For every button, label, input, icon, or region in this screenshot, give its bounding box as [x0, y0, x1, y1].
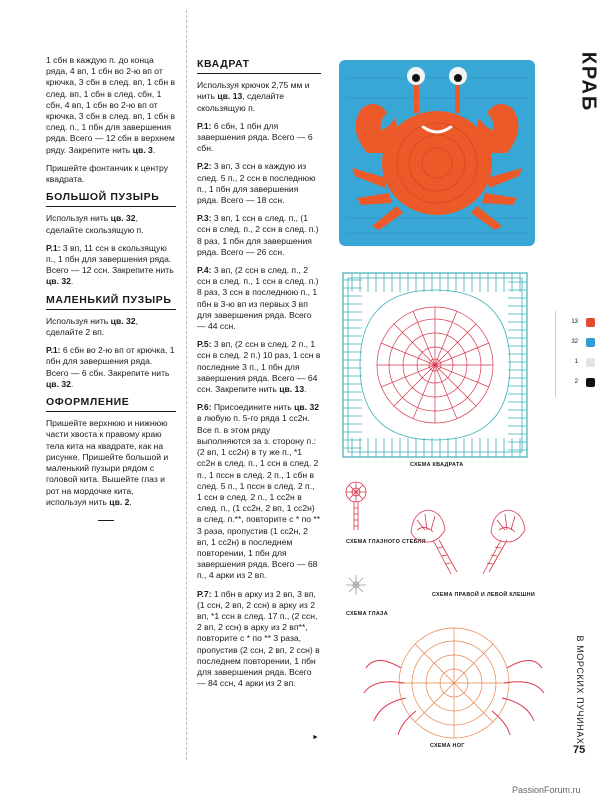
row-6: Р.6: Присоедините нить цв. 32 в любую п. 5-го ряда 1 сс2н. Все п. в этом ряду выполняются за з. сторону п.: (2 вп, 1 сс2н) в ту же п., *1 сс2н в след. п., 1 ссн в след. 2 п., 1 псcн в след. 2 п., 1 сбн в след. 5 п., 1 пcсн в след. 2 п., 1 ссн в след. 2 п., 1 сс2н в след. п., (1 сс2н, 2 вп, 1 сс2н) в след. п.**, повторите с * по ** 3 раза, пропустив (1 сс2н, 2 вп, 1 сс2н) в последнем повторении, 1 пбн для завершения ряда. Всего — 68 п., 4 арки из 2 вп. [197, 402, 321, 581]
swatch-black [586, 378, 595, 387]
section-title: КРАБ [577, 51, 600, 113]
page-number: 75 [573, 744, 586, 756]
continue-arrow: ► [312, 734, 319, 741]
eye-chart [344, 573, 368, 597]
square-chart [340, 270, 530, 460]
square-title: КВАДРАТ [197, 59, 321, 74]
eye-caption: СХЕМА ГЛАЗА [346, 611, 388, 617]
big-bubble-row1: Р.1: 3 вп, 11 ссн в скользящую п., 1 пбн для завершения ряда. Всего — 12 ссн. Закрепите нить цв. 32. [46, 242, 174, 287]
swatch-red [586, 318, 595, 327]
small-bubble-row1: Р.1: 6 сбн во 2-ю вп от крючка, 1 пбн для завершения ряда. Всего — 6 сбн. Закрепите нить цв. 32. [46, 345, 175, 389]
row-5: Р.5: 3 вп, (2 ссн в след. 2 п., 1 ссн в след. 2 п.) 10 раз, 1 ссн в последние 3 п., 1 пбн для завершения ряда. Всего — 64 ссн. Закрепите нить цв. 13. [197, 339, 321, 395]
row-4: Р.4: 3 вп, (2 ссн в след. п., 2 ссн в след. п., 1 ссн в след. п.) 8 раз, 3 ссн в последнюю п., 1 пбн в 3-ю вп из первых 3 вп для завершения ряда. Всего — 44 ссн. [197, 265, 319, 332]
legend-row: 1 [562, 352, 602, 372]
big-bubble-title: БОЛЬШОЙ ПУЗЫРЬ [46, 192, 176, 207]
column-divider [186, 10, 188, 760]
legend-row: 32 [562, 332, 602, 352]
eye-stalk-chart [342, 478, 382, 538]
finishing-paragraph: Пришейте верхнюю и нижнюю части хвоста к правому краю тела кита на квадрате, как на рисунке. Пришейте большой и маленький пузыри рядом с головой кита. Вышейте глаз и рот на мордочке кита, используя нить цв. 2. [46, 418, 169, 507]
swatch-blue [586, 338, 595, 347]
color-legend [562, 312, 602, 397]
row-3: Р.3: 3 вп, 1 ссн в след. п., (1 ссн в след. п., 2 ссн в след. п.) 8 раз, 1 пбн для завершения ряда. Всего — 26 ссн. [197, 213, 319, 257]
crab-photo [337, 58, 537, 248]
chapter-title: В МОРСКИХ ПУЧИНАХ [575, 635, 585, 745]
legend-row: 13 [562, 312, 602, 332]
swatch-white [586, 358, 595, 367]
square-chart-center [377, 307, 493, 423]
fountain-paragraph: Пришейте фонтанчик к центру квадрата. [46, 162, 169, 185]
eye-stalk-caption: СХЕМА ГЛАЗНОГО СТЕБЛЯ [346, 539, 426, 545]
finishing-title: ОФОРМЛЕНИЕ [46, 397, 176, 412]
intro-paragraph: 1 сбн в каждую п. до конца ряда, 4 вп, 1 сбн во 2-ю вп от крючка, 3 сбн в след. вп, 1 сбн в след. вп, 1 сбн в след. сбн, 1 сбн, 4 вп, 1 сбн во 2-ю вп от крючка, 3 сбн в след. вп, 1 сбн в след. п., 1 пбн для завершения ряда. Всего — 12 сбн в верхнем ряду. Закрепите нить цв. 3. [46, 55, 176, 155]
small-bubble-intro: Используя нить цв. 32, сделайте 2 вп. [46, 315, 138, 338]
legend-row: 2 [562, 372, 602, 392]
legs-chart [356, 623, 556, 741]
claws-caption: СХЕМА ПРАВОЙ И ЛЕВОЙ КЛЕШНИ [432, 592, 535, 598]
row-1: Р.1: 6 сбн, 1 пбн для завершения ряда. Всего — 6 сбн. [197, 120, 313, 154]
row-7: Р.7: 1 пбн в арку из 2 вп, 3 вп, (1 ссн, 2 вп, 2 ссн) в арку из 2 вп, *1 ссн в след. 17 п., (2 ссн, 2 вп, 2 ссн) в арку из 2 вп**, повторите с * по ** 3 раза, пропустив (2 ссн, 2 вп, 2 ссн) в последнем повторении, 1 пбн для завершения ряда. Всего — 84 ссн, 4 арки из 2 вп. [197, 588, 320, 689]
left-column [46, 55, 176, 526]
legs-caption: СХЕМА НОГ [430, 743, 465, 749]
square-intro: Используя крючок 2,75 мм и нить цв. 13, сделайте скользящую п. [197, 80, 310, 113]
right-column [197, 55, 321, 696]
end-dash [46, 515, 176, 526]
row-2: Р.2: 3 вп, 3 ссн в каждую из след. 5 п., 2 ссн в последнюю п., 1 пбн для завершения ряда. Всего — 18 ссн. [197, 161, 316, 206]
claws-chart [403, 502, 533, 582]
watermark: PassionForum.ru [512, 785, 581, 795]
big-bubble-intro: Используя нить цв. 32, сделайте скользящую п. [46, 213, 144, 235]
small-bubble-title: МАЛЕНЬКИЙ ПУЗЫРЬ [46, 295, 176, 310]
square-chart-caption: СХЕМА КВАДРАТА [410, 462, 464, 468]
